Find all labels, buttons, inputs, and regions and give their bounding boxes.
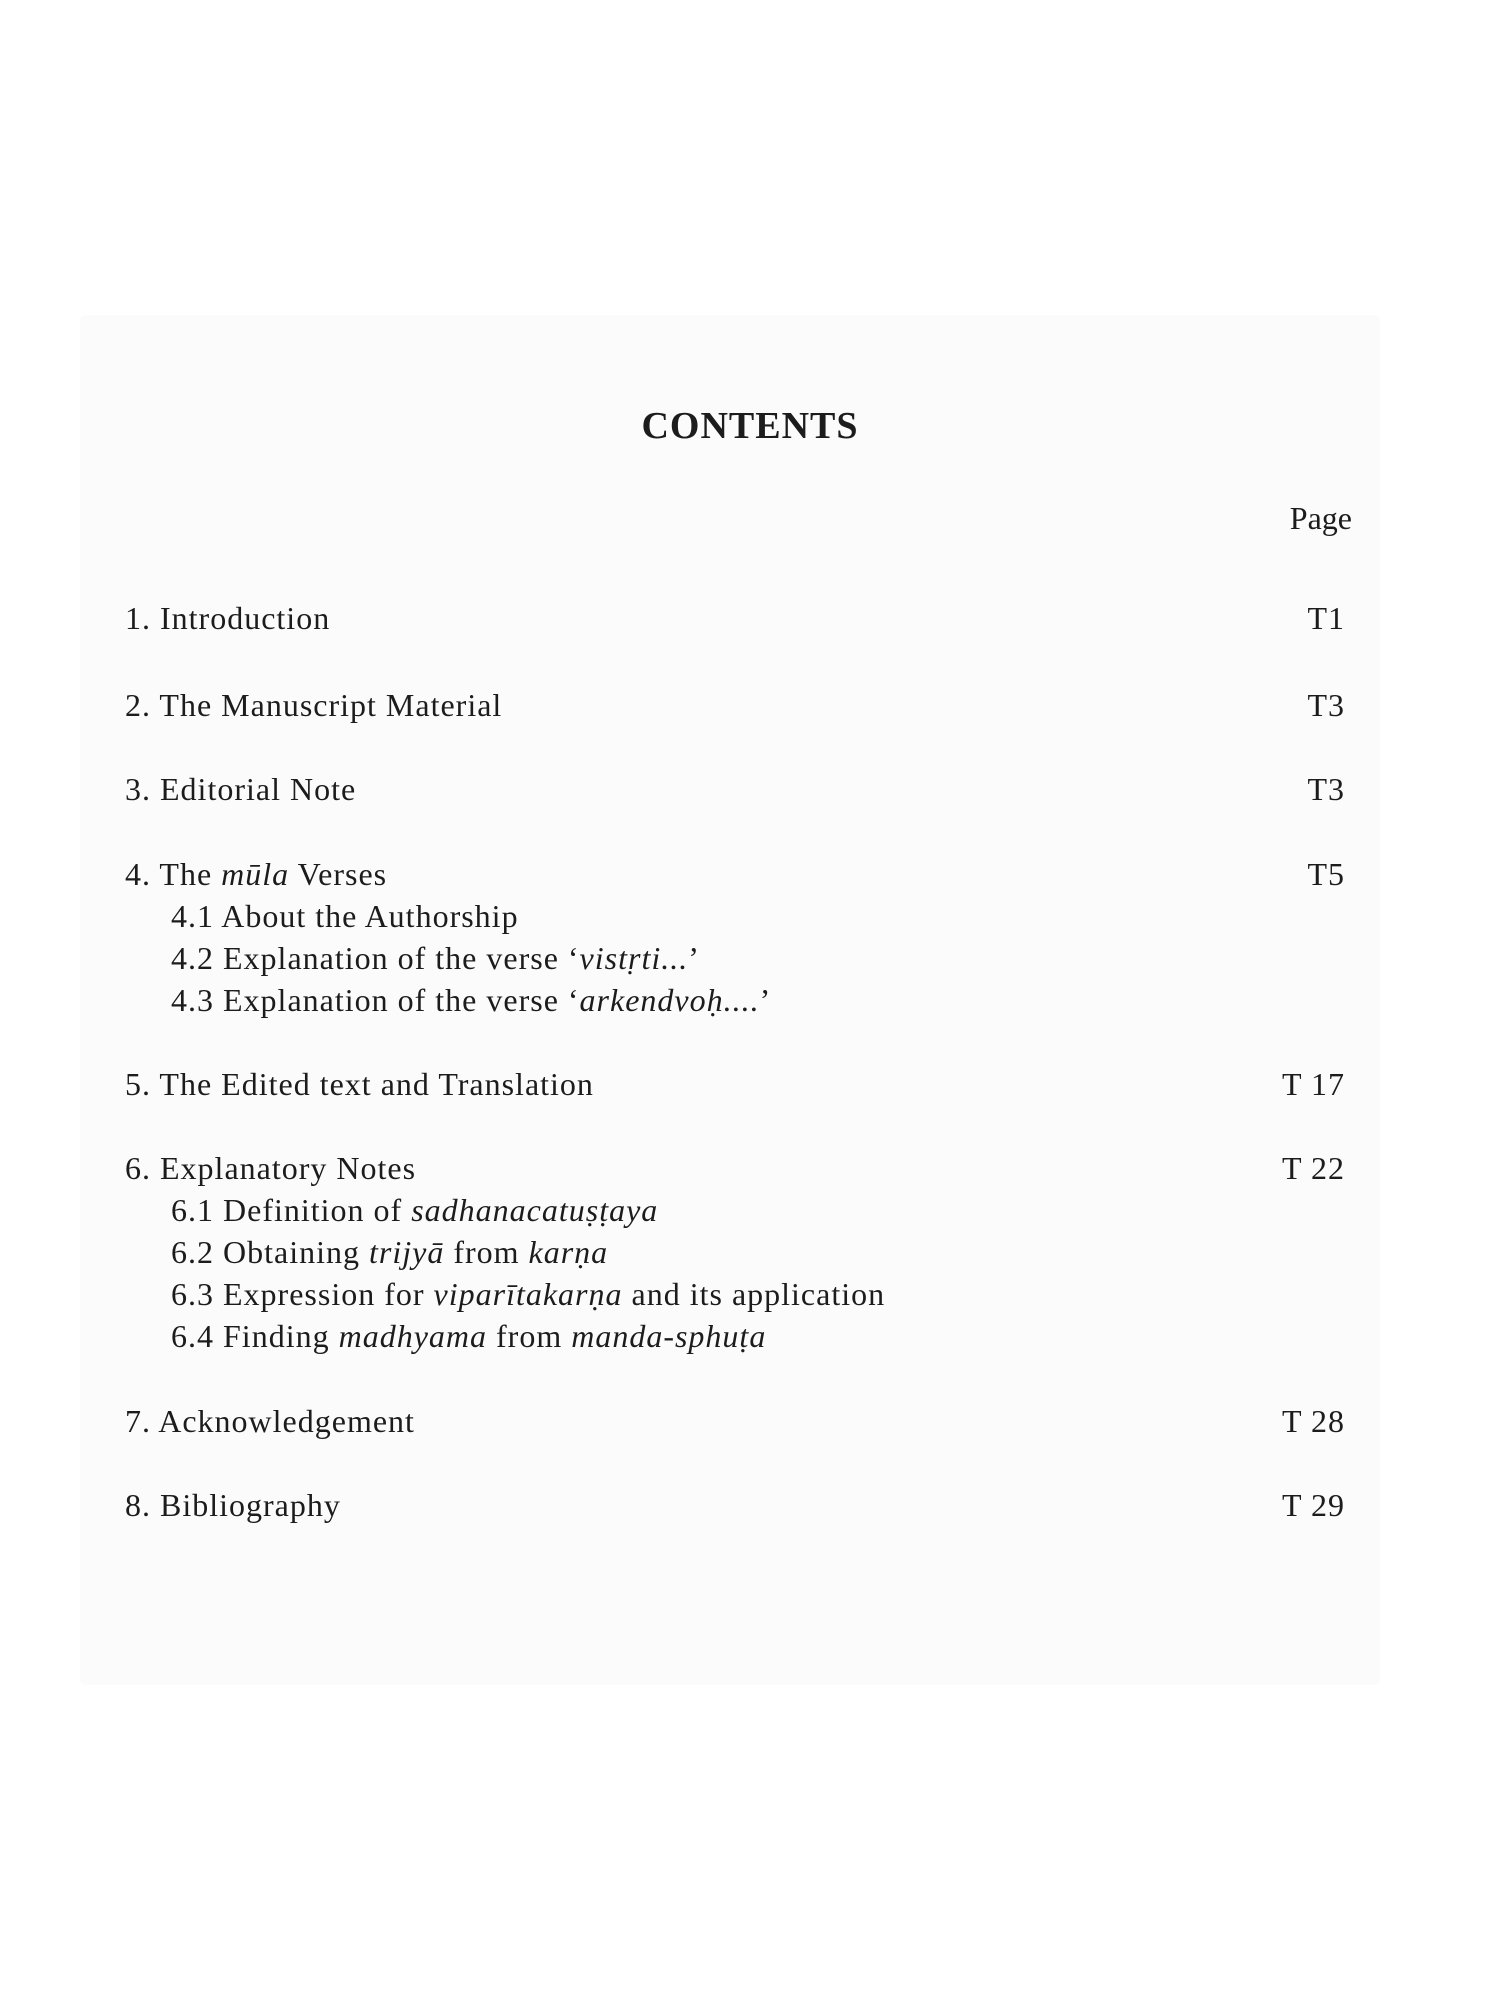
entry-title-pre: The bbox=[159, 856, 213, 892]
subentry-text: About the Authorship bbox=[221, 898, 519, 934]
toc-subentry-6-4[interactable] bbox=[125, 1315, 1345, 1357]
subentry-text: Finding bbox=[223, 1318, 330, 1354]
entry-title-italic: mūla bbox=[221, 856, 290, 892]
toc-subentry-6-3[interactable] bbox=[125, 1273, 1345, 1315]
page-title: CONTENTS bbox=[641, 405, 859, 447]
subentry-italic: sadhanacatuṣṭaya bbox=[411, 1192, 659, 1228]
subentry-number: 4.2 bbox=[171, 940, 214, 976]
entry-page: T5 bbox=[1307, 856, 1345, 892]
subentry-number: 4.1 bbox=[171, 898, 214, 934]
subentry-text-post: ’ bbox=[759, 982, 772, 1018]
entry-title: Explanatory Notes bbox=[160, 1150, 417, 1186]
subentry-text: Explanation of the verse ‘ bbox=[223, 940, 580, 976]
toc-entry-manuscript-material[interactable] bbox=[125, 684, 1345, 726]
subentry-italic-2: manda-sphuṭa bbox=[571, 1318, 767, 1354]
entry-number: 4. bbox=[125, 856, 151, 892]
page-column-label: Page bbox=[1289, 500, 1352, 536]
entry-page: T 28 bbox=[1282, 1403, 1345, 1439]
subentry-number: 4.3 bbox=[171, 982, 214, 1018]
toc-subentry-4-2[interactable] bbox=[125, 937, 1345, 979]
entry-page: T3 bbox=[1307, 687, 1345, 723]
toc-entry-acknowledgement[interactable] bbox=[125, 1400, 1345, 1442]
subentry-text-post: and its application bbox=[631, 1276, 886, 1312]
toc-entry-mula-verses[interactable] bbox=[125, 853, 1345, 1021]
toc-subentry-6-2[interactable] bbox=[125, 1231, 1345, 1273]
entry-title: Acknowledgement bbox=[158, 1403, 415, 1439]
entry-page: T 17 bbox=[1282, 1066, 1345, 1102]
entry-number: 3. bbox=[125, 771, 151, 807]
toc-subentry-4-3[interactable] bbox=[125, 979, 1345, 1021]
entry-title: Bibliography bbox=[160, 1487, 341, 1523]
entry-number: 5. bbox=[125, 1066, 151, 1102]
entry-page: T1 bbox=[1307, 600, 1345, 636]
toc-entry-editorial-note[interactable] bbox=[125, 768, 1345, 810]
entry-number: 2. bbox=[125, 687, 151, 723]
subentry-text: Obtaining bbox=[223, 1234, 360, 1270]
subentry-number: 6.3 bbox=[171, 1276, 214, 1312]
toc-subentry-4-1[interactable] bbox=[125, 895, 1345, 937]
subentry-text: Expression for bbox=[223, 1276, 425, 1312]
entry-title-post: Verses bbox=[297, 856, 388, 892]
entry-title: Editorial Note bbox=[160, 771, 357, 807]
entry-page: T 29 bbox=[1282, 1487, 1345, 1523]
subentry-text: Explanation of the verse ‘ bbox=[223, 982, 580, 1018]
subentry-text-mid: from bbox=[453, 1234, 520, 1270]
subentry-italic: viparītakarṇa bbox=[433, 1276, 623, 1312]
subentry-number: 6.1 bbox=[171, 1192, 214, 1228]
entry-number: 6. bbox=[125, 1150, 151, 1186]
subentry-italic: vistṛti... bbox=[579, 940, 689, 976]
subentry-text-post: ’ bbox=[688, 940, 700, 976]
entry-number: 1. bbox=[125, 600, 151, 636]
subentry-text-mid: from bbox=[496, 1318, 563, 1354]
subentry-italic-2: karṇa bbox=[528, 1234, 609, 1270]
toc-entry-introduction[interactable] bbox=[125, 597, 1345, 639]
toc-entry-explanatory-notes[interactable] bbox=[125, 1147, 1345, 1357]
entry-page: T 22 bbox=[1282, 1150, 1345, 1186]
toc-entry-edited-text[interactable] bbox=[125, 1063, 1345, 1105]
entry-title: The Edited text and Translation bbox=[159, 1066, 594, 1102]
subentry-text: Definition of bbox=[223, 1192, 403, 1228]
entry-title: Introduction bbox=[160, 600, 331, 636]
entry-page: T3 bbox=[1307, 771, 1345, 807]
entry-number: 8. bbox=[125, 1487, 151, 1523]
subentry-number: 6.4 bbox=[171, 1318, 214, 1354]
subentry-italic: madhyama bbox=[338, 1318, 487, 1354]
subentry-italic: trijyā bbox=[368, 1234, 445, 1270]
entry-title: The Manuscript Material bbox=[159, 687, 503, 723]
toc-subentry-6-1[interactable] bbox=[125, 1189, 1345, 1231]
subentry-italic: arkendvoḥ.... bbox=[579, 982, 760, 1018]
toc-entry-bibliography[interactable] bbox=[125, 1484, 1345, 1526]
entry-number: 7. bbox=[125, 1403, 151, 1439]
subentry-number: 6.2 bbox=[171, 1234, 214, 1270]
